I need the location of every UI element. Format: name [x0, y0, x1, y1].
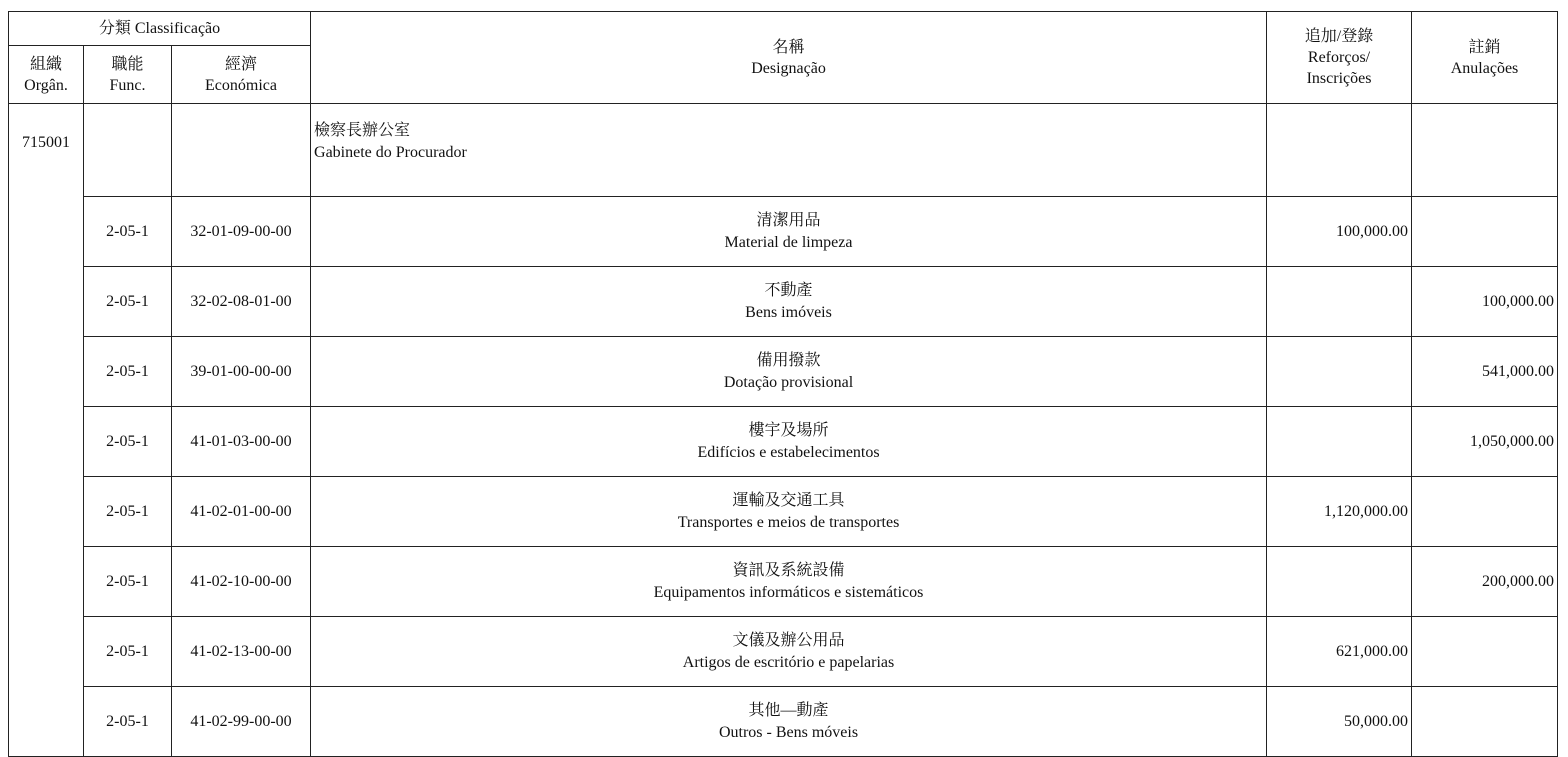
reinforcements-header-pt1: Reforços/: [1307, 49, 1371, 66]
table-body: [9, 104, 1558, 757]
economic-code: 41-02-13-00-00: [172, 617, 311, 687]
entity-economic-cell: [172, 104, 311, 197]
designation-zh: 不動產: [764, 281, 813, 299]
designation-pt: Outros - Bens móveis: [718, 723, 859, 741]
table-row: [9, 687, 1558, 757]
entity-reinforcement-cell: [1267, 104, 1412, 197]
economic-code: 41-01-03-00-00: [172, 407, 311, 477]
designation-zh: 文儀及辦公用品: [732, 631, 845, 649]
designation-header-zh: 名稱: [772, 38, 805, 56]
table-row: [9, 337, 1558, 407]
entity-name-cell: [311, 104, 1267, 197]
table-row: [9, 197, 1558, 267]
functional-code: 2-05-1: [84, 407, 172, 477]
functional-header-pt: Func.: [109, 76, 146, 94]
entity-name-zh: 檢察長辦公室: [314, 122, 411, 139]
organic-code: 715001: [9, 104, 84, 757]
designation-header-pt: Designação: [751, 59, 826, 77]
designation-pt: Bens imóveis: [745, 303, 832, 321]
table-row: [9, 547, 1558, 617]
functional-code: 2-05-1: [84, 687, 172, 757]
designation-cell: [311, 337, 1267, 407]
budget-table: [8, 11, 1558, 757]
annulment-amount: [1412, 687, 1558, 757]
designation-header: [311, 12, 1267, 104]
annulment-amount: 200,000.00: [1412, 547, 1558, 617]
reinforcement-amount: [1267, 337, 1412, 407]
designation-cell: [311, 197, 1267, 267]
economic-header-pt: Económica: [205, 76, 277, 94]
header-row-top: [9, 12, 1558, 46]
designation-cell: [311, 407, 1267, 477]
reinforcement-amount: [1267, 547, 1412, 617]
entity-row: [9, 104, 1558, 197]
annulments-header-pt: Anulações: [1450, 59, 1519, 77]
organic-header-pt: Orgân.: [24, 76, 68, 94]
economic-code: 41-02-01-00-00: [172, 477, 311, 547]
designation-pt: Equipamentos informáticos e sistemáticos: [653, 583, 924, 601]
reinforcements-header-pt2: Inscrições: [1306, 70, 1372, 87]
functional-code: 2-05-1: [84, 267, 172, 337]
reinforcement-amount: 100,000.00: [1267, 197, 1412, 267]
economic-code: 32-01-09-00-00: [172, 197, 311, 267]
reinforcements-header: [1267, 12, 1412, 104]
functional-code: 2-05-1: [84, 617, 172, 687]
economic-code: 41-02-99-00-00: [172, 687, 311, 757]
reinforcement-amount: [1267, 407, 1412, 477]
reinforcement-amount: [1267, 267, 1412, 337]
designation-cell: [311, 617, 1267, 687]
reinforcement-amount: 621,000.00: [1267, 617, 1412, 687]
reinforcements-header-zh: 追加/登錄: [1304, 28, 1374, 45]
classification-header: 分類 Classificação: [9, 12, 311, 46]
designation-pt: Dotação provisional: [723, 373, 854, 391]
designation-zh: 清潔用品: [756, 211, 821, 229]
functional-header-zh: 職能: [111, 55, 144, 73]
functional-code: 2-05-1: [84, 337, 172, 407]
designation-zh: 備用撥款: [756, 351, 821, 369]
entity-annulment-cell: [1412, 104, 1558, 197]
designation-cell: [311, 687, 1267, 757]
designation-zh: 其他—動產: [748, 701, 829, 719]
annulment-amount: 541,000.00: [1412, 337, 1558, 407]
table-row: [9, 617, 1558, 687]
designation-pt: Edifícios e estabelecimentos: [697, 443, 880, 461]
designation-pt: Transportes e meios de transportes: [677, 513, 900, 531]
annulment-amount: 100,000.00: [1412, 267, 1558, 337]
annulments-header-zh: 註銷: [1468, 38, 1501, 56]
economic-code: 41-02-10-00-00: [172, 547, 311, 617]
annulment-amount: [1412, 477, 1558, 547]
designation-cell: [311, 267, 1267, 337]
designation-zh: 樓宇及場所: [748, 421, 829, 439]
economic-code: 39-01-00-00-00: [172, 337, 311, 407]
organic-header-zh: 組織: [29, 55, 62, 73]
entity-functional-cell: [84, 104, 172, 197]
functional-code: 2-05-1: [84, 547, 172, 617]
entity-name-pt: Gabinete do Procurador: [314, 144, 467, 161]
functional-header: [84, 46, 172, 104]
annulment-amount: [1412, 197, 1558, 267]
functional-code: 2-05-1: [84, 477, 172, 547]
designation-zh: 資訊及系統設備: [732, 561, 845, 579]
designation-cell: [311, 477, 1267, 547]
economic-header: [172, 46, 311, 104]
economic-code: 32-02-08-01-00: [172, 267, 311, 337]
reinforcement-amount: 1,120,000.00: [1267, 477, 1412, 547]
designation-pt: Material de limpeza: [724, 233, 853, 251]
designation-cell: [311, 547, 1267, 617]
organic-header: [9, 46, 84, 104]
table-row: [9, 407, 1558, 477]
economic-header-zh: 經濟: [225, 55, 258, 73]
annulments-header: [1412, 12, 1558, 104]
table-row: [9, 477, 1558, 547]
designation-zh: 運輸及交通工具: [732, 491, 845, 509]
table-row: [9, 267, 1558, 337]
designation-pt: Artigos de escritório e papelarias: [682, 653, 895, 671]
reinforcement-amount: 50,000.00: [1267, 687, 1412, 757]
functional-code: 2-05-1: [84, 197, 172, 267]
annulment-amount: 1,050,000.00: [1412, 407, 1558, 477]
annulment-amount: [1412, 617, 1558, 687]
